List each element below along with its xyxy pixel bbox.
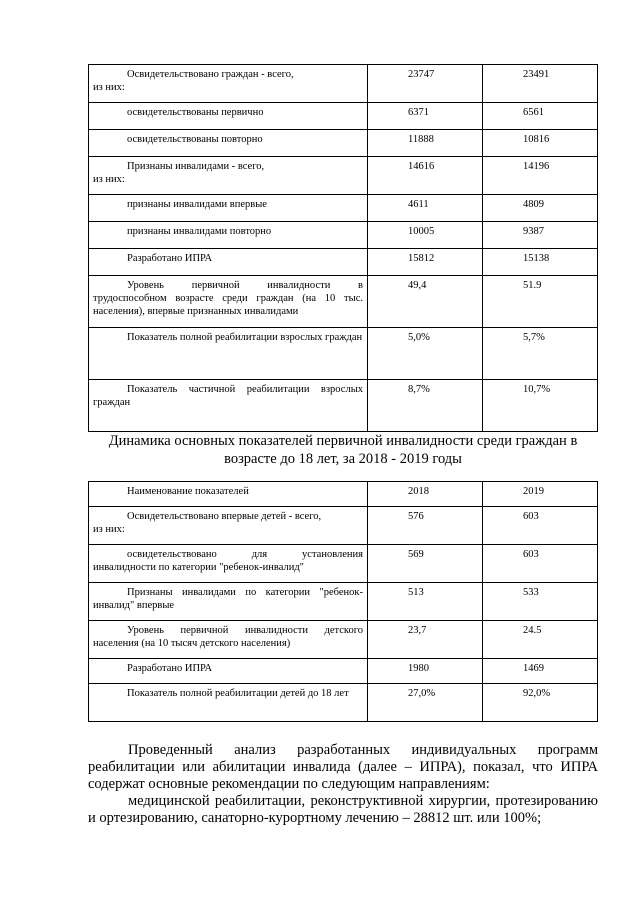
value-2019: 15138	[483, 249, 598, 276]
value-2019: 6561	[483, 103, 598, 130]
value-2018: 8,7%	[368, 380, 483, 432]
header-year-2018: 2018	[368, 482, 483, 507]
indicator-label: признаны инвалидами повторно	[89, 222, 368, 249]
indicator-label: освидетельствованы первично	[89, 103, 368, 130]
value-2018: 513	[368, 583, 483, 621]
value-2018: 23747	[368, 65, 483, 103]
indicator-label: Разработано ИПРА	[89, 249, 368, 276]
value-2019: 51.9	[483, 276, 598, 328]
indicator-label: освидетельствовано для установления инвалидности по категории "ребенок-инвалид"	[89, 545, 368, 583]
value-2019: 4809	[483, 195, 598, 222]
value-2019: 14196	[483, 157, 598, 195]
table-row	[89, 222, 598, 249]
value-2018: 10005	[368, 222, 483, 249]
table-row	[89, 621, 598, 659]
header-year-2019: 2019	[483, 482, 598, 507]
table-header-row	[89, 482, 598, 507]
indicator-label: Показатель полной реабилитации взрослых граждан	[89, 328, 368, 380]
analysis-paragraph: Проведенный анализ разработанных индивидуальных программ реабилитации или абилитации инвалида (далее – ИПРА), показал, что ИПРА содержат основные рекомендации по следующим направлениям:	[88, 742, 598, 792]
value-2019: 24.5	[483, 621, 598, 659]
indicator-label: Признаны инвалидами по категории "ребенок-инвалид" впервые	[89, 583, 368, 621]
value-2018: 5,0%	[368, 328, 483, 380]
indicator-label: признаны инвалидами впервые	[89, 195, 368, 222]
table-row	[89, 130, 598, 157]
value-2018: 4611	[368, 195, 483, 222]
value-2019: 5,7%	[483, 328, 598, 380]
value-2018: 569	[368, 545, 483, 583]
indicator-label: Освидетельствовано граждан - всего, из них:	[89, 65, 368, 103]
value-2019: 23491	[483, 65, 598, 103]
value-2019: 1469	[483, 659, 598, 684]
value-2019: 603	[483, 545, 598, 583]
value-2019: 533	[483, 583, 598, 621]
table-row	[89, 195, 598, 222]
value-2018: 6371	[368, 103, 483, 130]
value-2019: 10816	[483, 130, 598, 157]
table-row	[89, 65, 598, 103]
children-disability-table	[88, 481, 598, 722]
table-row	[89, 659, 598, 684]
indicator-label: Разработано ИПРА	[89, 659, 368, 684]
indicator-label: Показатель полной реабилитации детей до 18 лет	[89, 684, 368, 722]
indicator-label: Уровень первичной инвалидности в трудоспособном возрасте среди граждан (на 10 тыс. населения), впервые признанных инвалидами	[89, 276, 368, 328]
value-2018: 23,7	[368, 621, 483, 659]
value-2018: 576	[368, 507, 483, 545]
table-row	[89, 328, 598, 380]
value-2018: 11888	[368, 130, 483, 157]
value-2018: 15812	[368, 249, 483, 276]
indicator-label: Показатель частичной реабилитации взрослых граждан	[89, 380, 368, 432]
value-2019: 9387	[483, 222, 598, 249]
children-table-heading: Динамика основных показателей первичной инвалидности среди граждан в возрасте до 18 лет, за 2018 - 2019 годы	[108, 433, 578, 467]
indicator-label: Признаны инвалидами - всего, из них:	[89, 157, 368, 195]
value-2019: 10,7%	[483, 380, 598, 432]
table-row	[89, 157, 598, 195]
indicator-label: Уровень первичной инвалидности детского населения (на 10 тысяч детского населения)	[89, 621, 368, 659]
table-row	[89, 103, 598, 130]
value-2018: 1980	[368, 659, 483, 684]
table-row	[89, 507, 598, 545]
indicator-label: Освидетельствовано впервые детей - всего, из них:	[89, 507, 368, 545]
table-row	[89, 276, 598, 328]
value-2019: 603	[483, 507, 598, 545]
indicator-label: освидетельствованы повторно	[89, 130, 368, 157]
value-2018: 49,4	[368, 276, 483, 328]
table-row	[89, 545, 598, 583]
table-row	[89, 684, 598, 722]
medical-rehabilitation-paragraph: медицинской реабилитации, реконструктивной хирургии, протезированию и ортезированию, санаторно-курортному лечению – 28812 шт. или 100%;	[88, 793, 598, 826]
table-row	[89, 380, 598, 432]
table-row	[89, 583, 598, 621]
value-2018: 14616	[368, 157, 483, 195]
value-2018: 27,0%	[368, 684, 483, 722]
header-indicator-name: Наименование показателей	[89, 482, 368, 507]
value-2019: 92,0%	[483, 684, 598, 722]
adult-disability-table	[88, 64, 598, 432]
table-row	[89, 249, 598, 276]
